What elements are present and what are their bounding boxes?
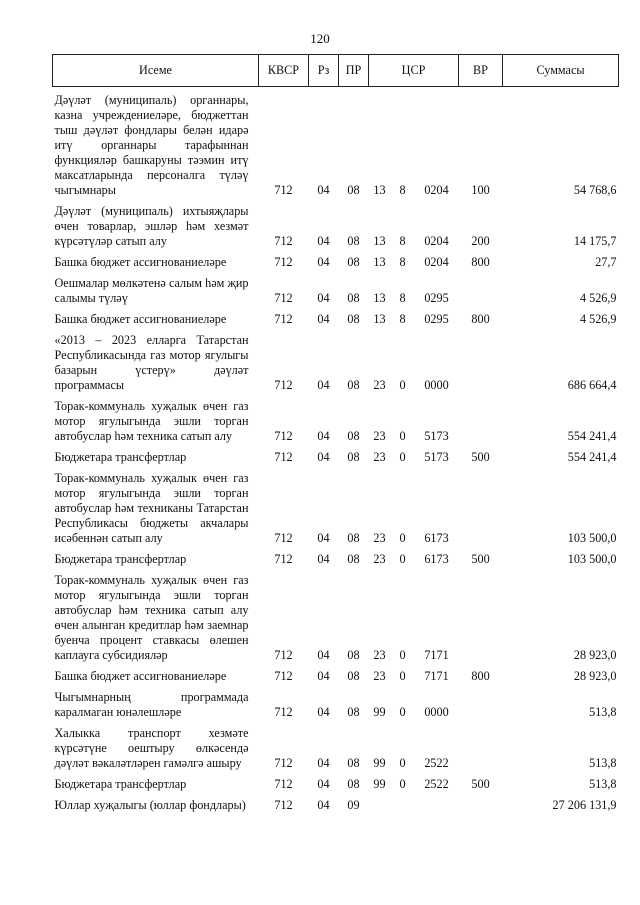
cell-pr: 08 xyxy=(347,531,360,545)
cell-pr: 08 xyxy=(347,291,360,305)
table-row xyxy=(53,771,619,792)
cell-kvsr: 712 xyxy=(274,756,293,770)
table-row xyxy=(53,87,619,199)
cell-vr xyxy=(459,465,503,546)
cell-vr: 500 xyxy=(471,777,490,791)
cell-csr-program: 13 xyxy=(373,183,386,197)
cell-sum: 103 500,0 xyxy=(567,531,617,545)
cell-csr-program: 13 xyxy=(373,255,386,269)
cell-csr-program: 23 xyxy=(373,450,386,464)
header-pr: ПР xyxy=(339,55,369,87)
header-kvsr: КВСР xyxy=(259,55,309,87)
cell-csr-program: 13 xyxy=(373,312,386,326)
header-name: Исеме xyxy=(53,55,259,87)
cell-kvsr: 712 xyxy=(274,705,293,719)
table-row xyxy=(53,249,619,270)
cell-csr-program xyxy=(369,792,391,813)
cell-sum: 28 923,0 xyxy=(573,648,617,662)
cell-name: Башка бюджет ассигнованиеләре xyxy=(54,312,227,326)
cell-kvsr: 712 xyxy=(274,255,293,269)
cell-sum: 103 500,0 xyxy=(567,552,617,566)
cell-kvsr: 712 xyxy=(274,531,293,545)
header-rz: Рз xyxy=(309,55,339,87)
cell-vr xyxy=(459,792,503,813)
table-row xyxy=(53,792,619,813)
cell-vr xyxy=(459,270,503,306)
cell-name: Торак-коммуналь хуҗалык өчен газ мотор ягулыгында эшли торган автобуслар һәм техника сатып алу өчен алынган кредитлар һәм заемнар буенча процент ставкасы өлешен каплауга субсидияләр xyxy=(54,573,249,662)
cell-kvsr: 712 xyxy=(274,183,293,197)
cell-name: Дәүләт (муниципаль) ихтыяҗлары өчен товарлар, эшләр һәм хезмәт күрсәтүләр сатып алу xyxy=(54,204,249,248)
cell-kvsr: 712 xyxy=(274,648,293,662)
cell-name: «2013 – 2023 елларга Татарстан Республикасында газ мотор ягулыгы базарын үстерү» дәүләт программасы xyxy=(54,333,249,392)
cell-pr: 09 xyxy=(347,798,360,812)
cell-rz: 04 xyxy=(317,429,330,443)
cell-sum: 27 206 131,9 xyxy=(552,798,617,812)
cell-vr: 800 xyxy=(471,255,490,269)
cell-pr: 08 xyxy=(347,183,360,197)
cell-csr-subprogram: 8 xyxy=(399,312,406,326)
cell-csr-subprogram: 0 xyxy=(399,648,406,662)
cell-csr-direction: 6173 xyxy=(424,531,449,545)
cell-vr: 100 xyxy=(471,183,490,197)
cell-csr-subprogram: 0 xyxy=(399,552,406,566)
cell-csr-program: 23 xyxy=(373,669,386,683)
cell-kvsr: 712 xyxy=(274,552,293,566)
cell-kvsr: 712 xyxy=(274,669,293,683)
cell-pr: 08 xyxy=(347,255,360,269)
header-csr: ЦСР xyxy=(369,55,459,87)
table-row xyxy=(53,198,619,249)
cell-csr-subprogram: 8 xyxy=(399,234,406,248)
cell-name: Юллар хуҗалыгы (юллар фондлары) xyxy=(54,798,246,812)
cell-sum: 28 923,0 xyxy=(573,669,617,683)
cell-rz: 04 xyxy=(317,669,330,683)
cell-name: Бюджетара трансфертлар xyxy=(54,450,187,464)
cell-kvsr: 712 xyxy=(274,291,293,305)
cell-csr-program: 23 xyxy=(373,531,386,545)
cell-csr-direction: 0000 xyxy=(424,378,449,392)
cell-csr-direction: 5173 xyxy=(424,450,449,464)
cell-sum: 554 241,4 xyxy=(567,450,617,464)
cell-rz: 04 xyxy=(317,798,330,812)
table-row xyxy=(53,444,619,465)
cell-csr-direction: 0204 xyxy=(424,183,449,197)
cell-rz: 04 xyxy=(317,705,330,719)
cell-sum: 513,8 xyxy=(589,777,617,791)
cell-name: Торак-коммуналь хуҗалык өчен газ мотор ягулыгында эшли торган автобуслар һәм техника сатып алу xyxy=(54,399,249,443)
cell-rz: 04 xyxy=(317,291,330,305)
cell-name: Дәүләт (муниципаль) органнары, казна учреждениеләре, бюджеттан тыш дәүләт фондлары белән идарә итү органнары тарафыннан функцияләр башкаруны тәэмин итү максатларында персоналга түләү чыгымнары xyxy=(54,93,249,197)
cell-vr xyxy=(459,684,503,720)
table-row xyxy=(53,393,619,444)
cell-csr-subprogram: 8 xyxy=(399,255,406,269)
cell-sum: 513,8 xyxy=(589,705,617,719)
cell-rz: 04 xyxy=(317,648,330,662)
cell-kvsr: 712 xyxy=(274,429,293,443)
cell-csr-subprogram: 8 xyxy=(399,183,406,197)
cell-vr: 500 xyxy=(471,450,490,464)
cell-vr xyxy=(459,567,503,663)
cell-csr-direction: 0000 xyxy=(424,705,449,719)
cell-csr-direction: 0204 xyxy=(424,255,449,269)
cell-csr-direction: 0295 xyxy=(424,291,449,305)
cell-pr: 08 xyxy=(347,669,360,683)
cell-csr-direction: 6173 xyxy=(424,552,449,566)
cell-csr-direction: 2522 xyxy=(424,756,449,770)
cell-sum: 14 175,7 xyxy=(573,234,617,248)
cell-csr-direction: 0204 xyxy=(424,234,449,248)
cell-kvsr: 712 xyxy=(274,450,293,464)
cell-csr-program: 13 xyxy=(373,234,386,248)
cell-csr-direction: 0295 xyxy=(424,312,449,326)
cell-csr-program: 23 xyxy=(373,552,386,566)
cell-sum: 54 768,6 xyxy=(573,183,617,197)
cell-csr-subprogram xyxy=(391,792,415,813)
cell-pr: 08 xyxy=(347,705,360,719)
cell-rz: 04 xyxy=(317,234,330,248)
table-row xyxy=(53,270,619,306)
cell-kvsr: 712 xyxy=(274,777,293,791)
cell-csr-subprogram: 0 xyxy=(399,378,406,392)
cell-sum: 4 526,9 xyxy=(579,291,617,305)
cell-csr-program: 99 xyxy=(373,756,386,770)
table-body xyxy=(53,87,619,814)
page-number: 120 xyxy=(310,31,330,46)
cell-rz: 04 xyxy=(317,531,330,545)
table-row xyxy=(53,546,619,567)
cell-pr: 08 xyxy=(347,648,360,662)
cell-name: Башка бюджет ассигнованиеләре xyxy=(54,669,227,683)
cell-pr: 08 xyxy=(347,552,360,566)
cell-rz: 04 xyxy=(317,552,330,566)
cell-rz: 04 xyxy=(317,378,330,392)
cell-kvsr: 712 xyxy=(274,378,293,392)
cell-pr: 08 xyxy=(347,450,360,464)
cell-csr-subprogram: 0 xyxy=(399,756,406,770)
cell-vr xyxy=(459,327,503,393)
cell-name: Оешмалар мөлкәтенә салым һәм җир салымы түләү xyxy=(54,276,249,305)
cell-csr-subprogram: 0 xyxy=(399,429,406,443)
cell-kvsr: 712 xyxy=(274,312,293,326)
table-row xyxy=(53,684,619,720)
cell-pr: 08 xyxy=(347,312,360,326)
header-sum: Суммасы xyxy=(503,55,619,87)
cell-rz: 04 xyxy=(317,183,330,197)
cell-kvsr: 712 xyxy=(274,234,293,248)
cell-csr-direction: 5173 xyxy=(424,429,449,443)
cell-rz: 04 xyxy=(317,777,330,791)
cell-pr: 08 xyxy=(347,234,360,248)
cell-rz: 04 xyxy=(317,756,330,770)
cell-pr: 08 xyxy=(347,429,360,443)
cell-kvsr: 712 xyxy=(274,798,293,812)
cell-vr: 500 xyxy=(471,552,490,566)
cell-name: Торак-коммуналь хуҗалык өчен газ мотор ягулыгында эшли торган автобуслар һәм техниканы Татарстан Республикасы бюджеты акчалары исәбеннән сатып алу xyxy=(54,471,249,545)
cell-csr-subprogram: 0 xyxy=(399,777,406,791)
cell-csr-direction: 2522 xyxy=(424,777,449,791)
header-vr: ВР xyxy=(459,55,503,87)
cell-pr: 08 xyxy=(347,777,360,791)
table-row xyxy=(53,663,619,684)
cell-pr: 08 xyxy=(347,378,360,392)
cell-rz: 04 xyxy=(317,450,330,464)
cell-csr-subprogram: 0 xyxy=(399,669,406,683)
cell-vr xyxy=(459,393,503,444)
cell-sum: 686 664,4 xyxy=(567,378,617,392)
cell-name: Бюджетара трансфертлар xyxy=(54,552,187,566)
cell-csr-direction xyxy=(415,792,459,813)
cell-csr-subprogram: 8 xyxy=(399,291,406,305)
cell-sum: 27,7 xyxy=(595,255,617,269)
cell-vr xyxy=(459,720,503,771)
cell-vr: 800 xyxy=(471,669,490,683)
cell-name: Бюджетара трансфертлар xyxy=(54,777,187,791)
cell-csr-subprogram: 0 xyxy=(399,450,406,464)
table-row xyxy=(53,306,619,327)
cell-vr: 800 xyxy=(471,312,490,326)
cell-csr-program: 23 xyxy=(373,648,386,662)
table-row xyxy=(53,720,619,771)
cell-sum: 513,8 xyxy=(589,756,617,770)
budget-table xyxy=(52,54,619,813)
table-row xyxy=(53,567,619,663)
cell-csr-program: 99 xyxy=(373,777,386,791)
cell-csr-direction: 7171 xyxy=(424,669,449,683)
cell-csr-program: 99 xyxy=(373,705,386,719)
cell-csr-program: 13 xyxy=(373,291,386,305)
cell-rz: 04 xyxy=(317,312,330,326)
table-row xyxy=(53,465,619,546)
cell-csr-program: 23 xyxy=(373,429,386,443)
cell-name: Халыкка транспорт хезмәте күрсәтүне оештыру өлкәсендә дәүләт вәкаләтләрен гамәлгә ашыру xyxy=(54,726,249,770)
cell-csr-subprogram: 0 xyxy=(399,531,406,545)
cell-csr-program: 23 xyxy=(373,378,386,392)
table-row xyxy=(53,327,619,393)
cell-name: Башка бюджет ассигнованиеләре xyxy=(54,255,227,269)
cell-csr-direction: 7171 xyxy=(424,648,449,662)
cell-rz: 04 xyxy=(317,255,330,269)
cell-vr: 200 xyxy=(471,234,490,248)
cell-sum: 4 526,9 xyxy=(579,312,617,326)
cell-name: Чыгымнарның программада каралмаган юнәлешләре xyxy=(54,690,249,719)
table-header xyxy=(53,55,619,87)
cell-csr-subprogram: 0 xyxy=(399,705,406,719)
cell-sum: 554 241,4 xyxy=(567,429,617,443)
cell-pr: 08 xyxy=(347,756,360,770)
